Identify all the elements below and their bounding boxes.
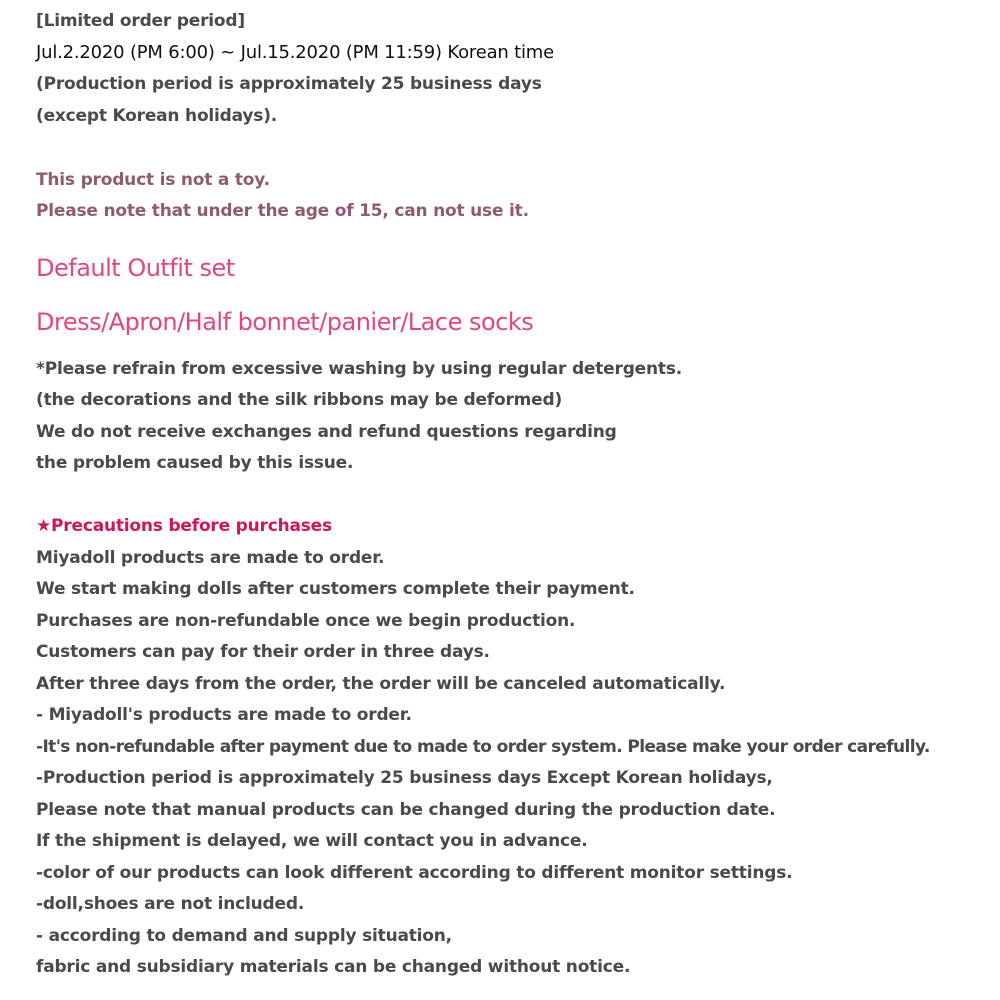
age-restriction-notice: Please note that under the age of 15, can not use it. — [36, 201, 529, 221]
order-period-header: [Limited order period] — [36, 11, 245, 31]
precaution-line: After three days from the order, the order will be canceled automatically. — [36, 674, 726, 694]
precaution-line: If the shipment is delayed, we will contact you in advance. — [36, 831, 588, 851]
precaution-line: -doll,shoes are not included. — [36, 894, 305, 914]
precaution-line: Purchases are non-refundable once we begin production. — [36, 611, 576, 631]
precaution-line: -It's non-refundable after payment due to made to order system. Please make your order carefully. — [36, 737, 930, 757]
washing-notice-line-2: (the decorations and the silk ribbons may be deformed) — [36, 390, 563, 410]
star-icon: ★ — [36, 516, 52, 536]
washing-notice-line-1: *Please refrain from excessive washing by using regular detergents. — [36, 359, 682, 379]
precaution-line: -Production period is approximately 25 business days Except Korean holidays, — [36, 768, 773, 788]
washing-notice-line-3: We do not receive exchanges and refund questions regarding — [36, 422, 617, 442]
precaution-line: - according to demand and supply situation, — [36, 926, 452, 946]
outfit-title: Default Outfit set — [36, 254, 235, 282]
precaution-line: fabric and subsidiary materials can be changed without notice. — [36, 957, 631, 977]
precaution-line: Miyadoll products are made to order. — [36, 548, 385, 568]
precaution-line: - Miyadoll's products are made to order. — [36, 705, 412, 725]
not-a-toy-notice: This product is not a toy. — [36, 170, 270, 190]
precautions-title: Precautions before purchases — [51, 516, 332, 536]
precaution-line: -color of our products can look different according to different monitor settings. — [36, 863, 793, 883]
precaution-line: We start making dolls after customers complete their payment. — [36, 579, 635, 599]
order-period-dates: Jul.2.2020 (PM 6:00) ~ Jul.15.2020 (PM 11:59) Korean time — [36, 42, 555, 63]
washing-notice-line-4: the problem caused by this issue. — [36, 453, 354, 473]
precaution-line: Please note that manual products can be changed during the production date. — [36, 800, 776, 820]
production-period-line-1: (Production period is approximately 25 business days — [36, 74, 542, 94]
production-period-line-2: (except Korean holidays). — [36, 106, 278, 126]
outfit-items: Dress/Apron/Half bonnet/panier/Lace socks — [36, 308, 534, 336]
precautions-heading — [36, 514, 332, 538]
precaution-line: Customers can pay for their order in three days. — [36, 642, 490, 662]
